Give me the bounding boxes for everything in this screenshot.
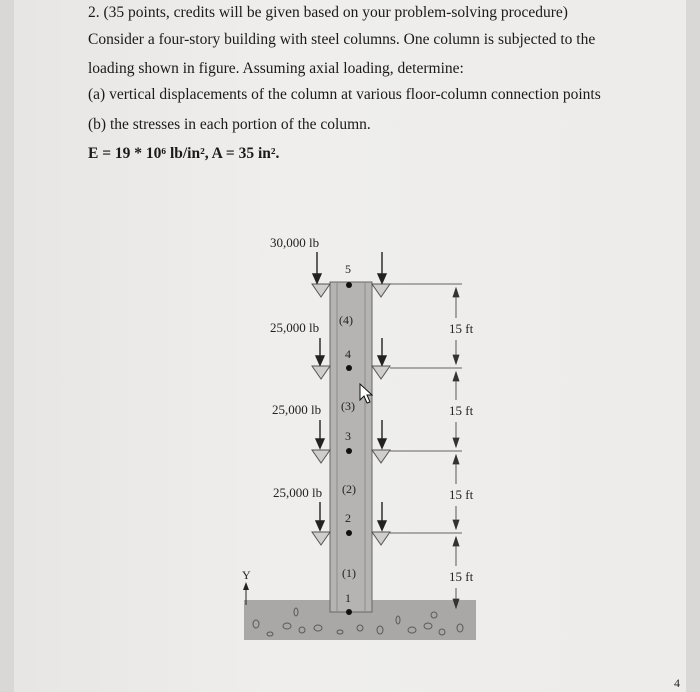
problem-part-b: (b) the stresses in each portion of the column. bbox=[88, 116, 371, 133]
problem-line-3: loading shown in figure. Assuming axial loading, determine: bbox=[88, 60, 464, 77]
node-label-3: 3 bbox=[345, 429, 351, 443]
height-label-4: 15 ft bbox=[449, 321, 474, 336]
floor-load-label-2: 25,000 lb bbox=[273, 485, 323, 500]
floor-load-label-4: 25,000 lb bbox=[270, 320, 320, 335]
page-number: 4 bbox=[674, 676, 680, 690]
height-label-1: 15 ft bbox=[449, 569, 474, 584]
problem-part-a: (a) vertical displacements of the column at various floor-column connection points bbox=[88, 86, 601, 103]
element-label-1: (1) bbox=[342, 566, 356, 580]
node-label-2: 2 bbox=[345, 511, 351, 525]
element-label-2: (2) bbox=[342, 482, 356, 496]
height-label-3: 15 ft bbox=[449, 403, 474, 418]
element-label-4: (4) bbox=[339, 313, 353, 327]
element-label-3: (3) bbox=[341, 399, 355, 413]
node-label-4: 4 bbox=[345, 347, 351, 361]
y-axis-arrowhead bbox=[243, 582, 249, 590]
material-properties: E = 19 * 10⁶ lb/in², A = 35 in². bbox=[88, 145, 280, 162]
node-label-5: 5 bbox=[345, 262, 351, 276]
top-load-label: 30,000 lb bbox=[270, 235, 320, 250]
height-label-2: 15 ft bbox=[449, 487, 474, 502]
problem-line-1: 2. (35 points, credits will be given based on your problem-solving procedure) bbox=[88, 4, 568, 21]
steel-column bbox=[330, 282, 372, 612]
node-label-1: 1 bbox=[345, 591, 351, 605]
problem-line-2: Consider a four-story building with steel columns. One column is subjected to the bbox=[88, 31, 596, 48]
floor-load-label-3: 25,000 lb bbox=[272, 402, 322, 417]
y-axis-label: Y bbox=[242, 568, 251, 582]
